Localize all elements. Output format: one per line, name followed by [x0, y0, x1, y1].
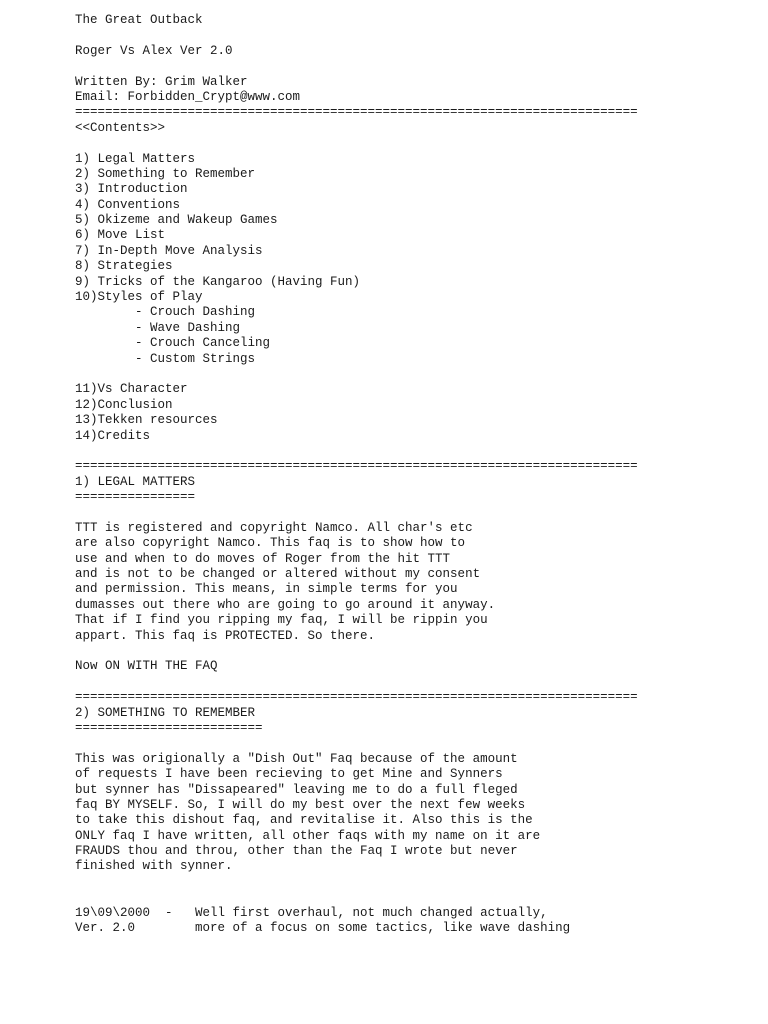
faq-document — [75, 13, 735, 936]
text-line: ONLY faq I have written, all other faqs with my name on it are — [75, 828, 541, 843]
text-line — [75, 890, 735, 905]
text-line: 8) Strategies — [75, 259, 173, 274]
text-line: - Custom Strings — [75, 351, 256, 366]
text-line — [75, 444, 735, 459]
text-line: This was origionally a "Dish Out" Faq because of the amount — [75, 751, 518, 766]
text-line: 6) Move List — [75, 228, 166, 243]
text-line: but synner has "Dissapeared" leaving me to do a full fleged — [75, 782, 518, 797]
text-line: ========================= — [75, 720, 263, 735]
text-line: Ver. 2.0 more of a focus on some tactics, like wave dashing — [75, 921, 571, 936]
text-line: =========================================================================== — [75, 690, 638, 705]
text-line: 4) Conventions — [75, 197, 181, 212]
text-line: 2) Something to Remember — [75, 166, 256, 181]
text-line: TTT is registered and copyright Namco. All char's etc — [75, 520, 473, 535]
text-line: Now ON WITH THE FAQ — [75, 659, 218, 674]
text-line: 11)Vs Character — [75, 382, 188, 397]
text-line: Roger Vs Alex Ver 2.0 — [75, 43, 233, 58]
text-line — [75, 736, 735, 751]
text-line — [75, 136, 735, 151]
text-line: faq BY MYSELF. So, I will do my best over the next few weeks — [75, 797, 526, 812]
text-line: and permission. This means, in simple terms for you — [75, 582, 458, 597]
text-line: - Wave Dashing — [75, 320, 241, 335]
text-line: 10)Styles of Play — [75, 290, 203, 305]
text-line: =========================================================================== — [75, 459, 638, 474]
text-line: ================ — [75, 490, 196, 505]
text-line — [75, 506, 735, 521]
text-line — [75, 675, 735, 690]
text-line: 13)Tekken resources — [75, 413, 218, 428]
text-line: are also copyright Namco. This faq is to show how to — [75, 536, 466, 551]
text-line — [75, 59, 735, 74]
text-line: 7) In-Depth Move Analysis — [75, 243, 263, 258]
text-line: 5) Okizeme and Wakeup Games — [75, 213, 278, 228]
text-line: to take this dishout faq, and revitalise it. Also this is the — [75, 813, 533, 828]
text-line: =========================================================================== — [75, 105, 638, 120]
text-line: 9) Tricks of the Kangaroo (Having Fun) — [75, 274, 361, 289]
text-line: 3) Introduction — [75, 182, 188, 197]
text-line: <<Contents>> — [75, 120, 166, 135]
text-line — [75, 644, 735, 659]
text-line: finished with synner. — [75, 859, 233, 874]
text-line: appart. This faq is PROTECTED. So there. — [75, 628, 376, 643]
text-line: Written By: Grim Walker — [75, 74, 248, 89]
text-line — [75, 367, 735, 382]
text-line: use and when to do moves of Roger from the hit TTT — [75, 551, 451, 566]
text-line: 2) SOMETHING TO REMEMBER — [75, 705, 256, 720]
text-line: 1) LEGAL MATTERS — [75, 474, 196, 489]
text-line — [75, 875, 735, 890]
text-line: dumasses out there who are going to go around it anyway. — [75, 597, 496, 612]
text-line: 12)Conclusion — [75, 397, 173, 412]
text-line: - Crouch Dashing — [75, 305, 256, 320]
text-line: That if I find you ripping my faq, I will be rippin you — [75, 613, 488, 628]
text-line: 14)Credits — [75, 428, 151, 443]
text-line: 19\09\2000 - Well first overhaul, not much changed actually, — [75, 905, 548, 920]
text-line: FRAUDS thou and throu, other than the Faq I wrote but never — [75, 844, 518, 859]
text-line: The Great Outback — [75, 13, 203, 27]
text-line — [75, 28, 735, 43]
text-line: - Crouch Canceling — [75, 336, 271, 351]
text-line: 1) Legal Matters — [75, 151, 196, 166]
text-line: Email: Forbidden_Crypt@www.com — [75, 89, 301, 104]
text-line: and is not to be changed or altered without my consent — [75, 567, 481, 582]
text-line: of requests I have been recieving to get Mine and Synners — [75, 767, 503, 782]
